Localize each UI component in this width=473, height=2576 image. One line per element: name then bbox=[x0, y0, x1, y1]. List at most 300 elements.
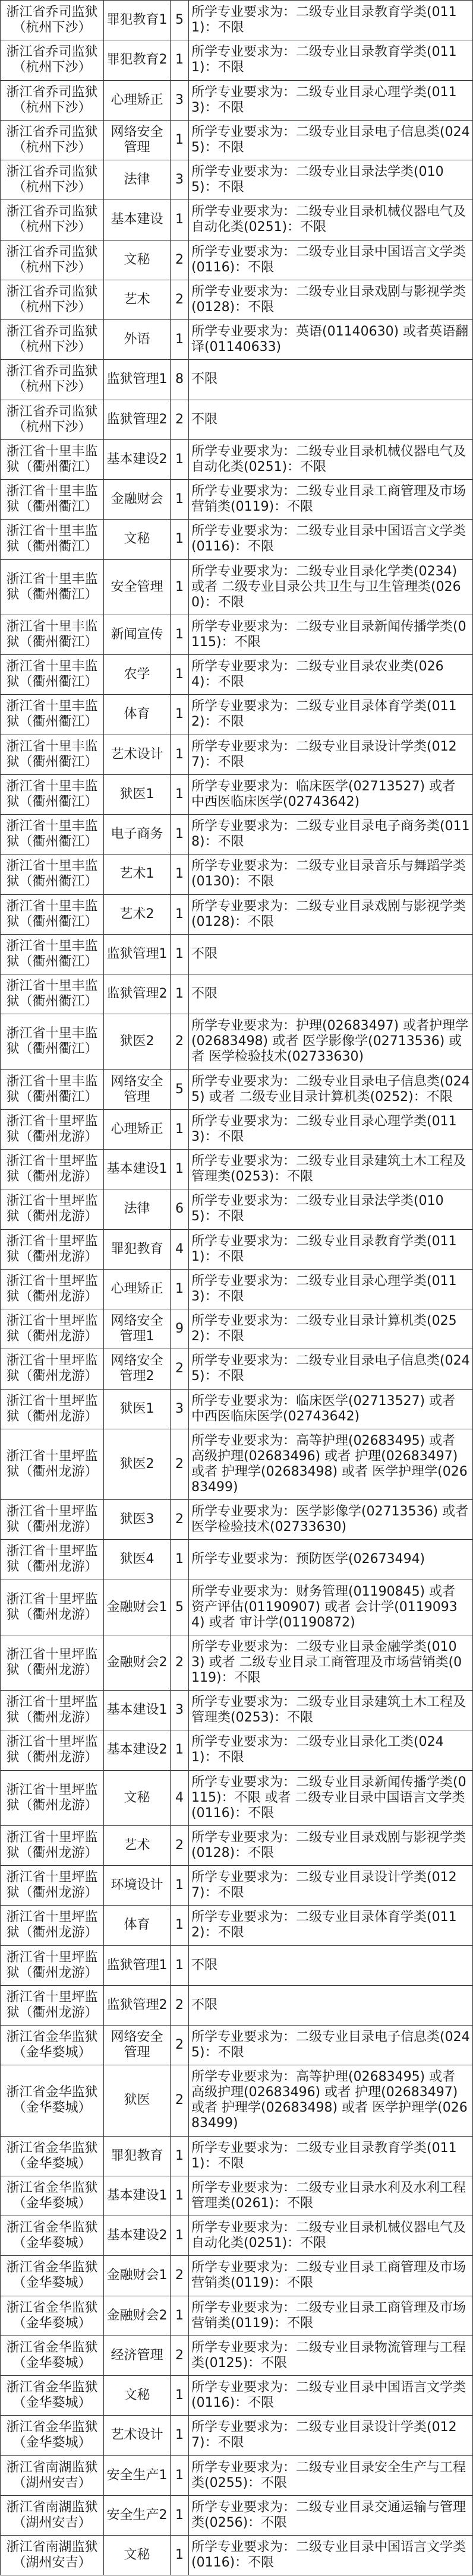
table-row bbox=[1, 1825, 473, 1865]
post-cell: 网络安全管理2 bbox=[104, 1349, 171, 1389]
count-cell: 4 bbox=[171, 1770, 189, 1825]
table-row bbox=[1, 1, 473, 40]
count-cell: 1 bbox=[171, 974, 189, 1014]
unit-cell: 浙江省十里丰监狱（衢州衢江） bbox=[1, 1069, 104, 1109]
unit-cell: 浙江省乔司监狱（杭州下沙） bbox=[1, 240, 104, 280]
count-cell: 1 bbox=[171, 615, 189, 654]
unit-cell: 浙江省十里坪监狱（衢州龙游） bbox=[1, 1429, 104, 1499]
count-cell: 2 bbox=[171, 1500, 189, 1540]
post-cell: 狱医3 bbox=[104, 1500, 171, 1540]
table-body bbox=[1, 1, 473, 2575]
requirement-cell: 不限 bbox=[189, 974, 473, 1014]
count-cell: 1 bbox=[171, 1269, 189, 1309]
table-row bbox=[1, 855, 473, 894]
requirement-cell: 所学专业要求为：二级专业目录心理学类(0113)：不限 bbox=[189, 1109, 473, 1149]
count-cell: 1 bbox=[171, 774, 189, 814]
post-cell: 网络安全管理 bbox=[104, 1069, 171, 1109]
table-row bbox=[1, 280, 473, 319]
post-cell: 安全管理 bbox=[104, 559, 171, 615]
unit-cell: 浙江省十里丰监狱（衢州衢江） bbox=[1, 695, 104, 735]
count-cell: 3 bbox=[171, 80, 189, 120]
post-cell: 监狱管理1 bbox=[104, 1945, 171, 1985]
table-row bbox=[1, 655, 473, 695]
count-cell: 1 bbox=[171, 1866, 189, 1906]
count-cell: 3 bbox=[171, 1389, 189, 1429]
requirement-cell: 所学专业要求为：二级专业目录设计学类(0127)：不限 bbox=[189, 2416, 473, 2455]
count-cell: 1 bbox=[171, 480, 189, 520]
table-row bbox=[1, 1429, 473, 1499]
count-cell: 2 bbox=[171, 1985, 189, 2025]
unit-cell: 浙江省金华监狱（金华婺城） bbox=[1, 2336, 104, 2375]
unit-cell: 浙江省金华监狱（金华婺城） bbox=[1, 2026, 104, 2065]
post-cell: 金融财会 bbox=[104, 480, 171, 520]
unit-cell: 浙江省十里坪监狱（衢州龙游） bbox=[1, 1580, 104, 1635]
requirement-cell: 所学专业要求为：二级专业目录化工类(0241)：不限 bbox=[189, 1730, 473, 1770]
unit-cell: 浙江省十里丰监狱（衢州衢江） bbox=[1, 559, 104, 615]
post-cell: 体育 bbox=[104, 695, 171, 735]
unit-cell: 浙江省十里坪监狱（衢州龙游） bbox=[1, 1691, 104, 1730]
unit-cell: 浙江省十里坪监狱（衢州龙游） bbox=[1, 1500, 104, 1540]
table-row bbox=[1, 1189, 473, 1229]
table-row bbox=[1, 1985, 473, 2025]
unit-cell: 浙江省乔司监狱（杭州下沙） bbox=[1, 1, 104, 40]
requirement-cell: 所学专业要求为：二级专业目录音乐与舞蹈学类(0130)：不限 bbox=[189, 855, 473, 894]
post-cell: 罪犯教育 bbox=[104, 2136, 171, 2176]
table-row bbox=[1, 2136, 473, 2176]
unit-cell: 浙江省金华监狱（金华婺城） bbox=[1, 2296, 104, 2336]
requirement-cell: 不限 bbox=[189, 400, 473, 439]
count-cell: 9 bbox=[171, 1309, 189, 1349]
count-cell: 1 bbox=[171, 1906, 189, 1945]
table-row bbox=[1, 1269, 473, 1309]
requirement-cell: 所学专业要求为：二级专业目录心理学类(0113)：不限 bbox=[189, 80, 473, 120]
count-cell: 2 bbox=[171, 2065, 189, 2136]
unit-cell: 浙江省十里丰监狱（衢州衢江） bbox=[1, 774, 104, 814]
unit-cell: 浙江省十里坪监狱（衢州龙游） bbox=[1, 1730, 104, 1770]
table-row bbox=[1, 480, 473, 520]
unit-cell: 浙江省十里丰监狱（衢州衢江） bbox=[1, 615, 104, 654]
count-cell: 2 bbox=[171, 1825, 189, 1865]
table-row bbox=[1, 2455, 473, 2495]
table-row bbox=[1, 934, 473, 974]
unit-cell: 浙江省十里丰监狱（衢州衢江） bbox=[1, 855, 104, 894]
unit-cell: 浙江省乔司监狱（杭州下沙） bbox=[1, 360, 104, 400]
unit-cell: 浙江省南湖监狱（湖州安吉） bbox=[1, 2455, 104, 2495]
post-cell: 监狱管理2 bbox=[104, 400, 171, 439]
post-cell: 心理矫正 bbox=[104, 80, 171, 120]
count-cell: 8 bbox=[171, 360, 189, 400]
unit-cell: 浙江省金华监狱（金华婺城） bbox=[1, 2136, 104, 2176]
requirement-cell: 所学专业要求为：高等护理(02683495) 或者 高级护理(02683496) 或者 护理(02683497) 或者 护理学(02683498) 或者 医学护理学(02683499) bbox=[189, 1429, 473, 1499]
post-cell: 罪犯教育2 bbox=[104, 40, 171, 80]
post-cell: 网络安全管理 bbox=[104, 120, 171, 160]
post-cell: 体育 bbox=[104, 1906, 171, 1945]
requirement-cell: 所学专业要求为：二级专业目录中国语言文学类(0116)：不限 bbox=[189, 520, 473, 559]
table-row bbox=[1, 1540, 473, 1580]
count-cell: 1 bbox=[171, 40, 189, 80]
post-cell: 监狱管理1 bbox=[104, 934, 171, 974]
count-cell: 3 bbox=[171, 160, 189, 200]
count-cell: 1 bbox=[171, 855, 189, 894]
requirement-cell: 所学专业要求为：二级专业目录电子信息类(0245)：不限 bbox=[189, 1349, 473, 1389]
post-cell: 狱医4 bbox=[104, 1540, 171, 1580]
count-cell: 1 bbox=[171, 1945, 189, 1985]
table-row bbox=[1, 1309, 473, 1349]
unit-cell: 浙江省乔司监狱（杭州下沙） bbox=[1, 400, 104, 439]
unit-cell: 浙江省十里坪监狱（衢州龙游） bbox=[1, 1825, 104, 1865]
table-row bbox=[1, 974, 473, 1014]
count-cell: 1 bbox=[171, 894, 189, 934]
table-row bbox=[1, 1945, 473, 1985]
requirement-cell: 所学专业要求为：二级专业目录工商管理及市场营销类(0119)：不限 bbox=[189, 2256, 473, 2296]
unit-cell: 浙江省乔司监狱（杭州下沙） bbox=[1, 320, 104, 360]
requirement-cell: 所学专业要求为：临床医学(02713527) 或者 中西医临床医学(02743642) bbox=[189, 1389, 473, 1429]
requirement-cell: 所学专业要求为：二级专业目录设计学类(0127)：不限 bbox=[189, 735, 473, 774]
post-cell: 金融财会2 bbox=[104, 2296, 171, 2336]
count-cell: 1 bbox=[171, 695, 189, 735]
count-cell: 3 bbox=[171, 1691, 189, 1730]
requirement-cell: 所学专业要求为：二级专业目录教育学类(0111)：不限 bbox=[189, 40, 473, 80]
table-row bbox=[1, 1691, 473, 1730]
count-cell: 1 bbox=[171, 735, 189, 774]
table-row bbox=[1, 40, 473, 80]
count-cell: 5 bbox=[171, 1069, 189, 1109]
count-cell: 2 bbox=[171, 1635, 189, 1690]
unit-cell: 浙江省金华监狱（金华婺城） bbox=[1, 2065, 104, 2136]
requirement-cell: 所学专业要求为：二级专业目录机械仪器电气及自动化类(0251)：不限 bbox=[189, 200, 473, 240]
unit-cell: 浙江省金华监狱（金华婺城） bbox=[1, 2256, 104, 2296]
table-row bbox=[1, 1580, 473, 1635]
requirement-cell: 所学专业要求为：医学影像学(02713536) 或者 医学检验技术(02733630) bbox=[189, 1500, 473, 1540]
requirement-cell: 不限 bbox=[189, 1945, 473, 1985]
requirement-cell: 所学专业要求为：护理(02683497) 或者护理学(02683498) 或者 医学影像学(02713536) 或者 医学检验技术(02733630) bbox=[189, 1014, 473, 1069]
requirement-cell: 所学专业要求为：二级专业目录物流管理与工程类(0125)：不限 bbox=[189, 2336, 473, 2375]
table-row bbox=[1, 559, 473, 615]
unit-cell: 浙江省十里坪监狱（衢州龙游） bbox=[1, 1985, 104, 2025]
count-cell: 1 bbox=[171, 815, 189, 855]
post-cell: 监狱管理1 bbox=[104, 360, 171, 400]
post-cell: 安全生产1 bbox=[104, 2455, 171, 2495]
table-row bbox=[1, 1866, 473, 1906]
post-cell: 法律 bbox=[104, 1189, 171, 1229]
requirement-cell: 所学专业要求为：二级专业目录体育学类(0112)：不限 bbox=[189, 1906, 473, 1945]
requirement-cell: 所学专业要求为：二级专业目录安全生产与工程类(0255)：不限 bbox=[189, 2455, 473, 2495]
table-row bbox=[1, 1770, 473, 1825]
unit-cell: 浙江省十里丰监狱（衢州衢江） bbox=[1, 735, 104, 774]
requirement-cell: 所学专业要求为：二级专业目录新闻传播学类(0115)：不限 bbox=[189, 615, 473, 654]
table-row bbox=[1, 735, 473, 774]
post-cell: 狱医 bbox=[104, 2065, 171, 2136]
table-row bbox=[1, 615, 473, 654]
requirement-cell: 所学专业要求为：二级专业目录中国语言文学类(0116)：不限 bbox=[189, 240, 473, 280]
table-row bbox=[1, 200, 473, 240]
requirement-cell: 所学专业要求为：二级专业目录交通运输与管理类(0256)：不限 bbox=[189, 2495, 473, 2535]
post-cell: 法律 bbox=[104, 160, 171, 200]
table-row bbox=[1, 2216, 473, 2256]
count-cell: 1 bbox=[171, 320, 189, 360]
unit-cell: 浙江省十里坪监狱（衢州龙游） bbox=[1, 1269, 104, 1309]
requirement-cell: 所学专业要求为：二级专业目录电子信息类(0245)：不限 bbox=[189, 2026, 473, 2065]
post-cell: 狱医2 bbox=[104, 1429, 171, 1499]
unit-cell: 浙江省南湖监狱（湖州安吉） bbox=[1, 2536, 104, 2575]
table-row bbox=[1, 1014, 473, 1069]
requirement-cell: 所学专业要求为：二级专业目录建筑土木工程及管理类(0253)：不限 bbox=[189, 1150, 473, 1189]
requirement-cell: 所学专业要求为：二级专业目录教育学类(0111)：不限 bbox=[189, 1, 473, 40]
table-row bbox=[1, 520, 473, 559]
post-cell: 外语 bbox=[104, 320, 171, 360]
post-cell: 文秘 bbox=[104, 1770, 171, 1825]
requirement-cell: 所学专业要求为：二级专业目录电子信息类(0245) 或者 二级专业目录计算机类(0252)：不限 bbox=[189, 1069, 473, 1109]
unit-cell: 浙江省乔司监狱（杭州下沙） bbox=[1, 120, 104, 160]
requirement-cell: 所学专业要求为：临床医学(02713527) 或者 中西医临床医学(02743642) bbox=[189, 774, 473, 814]
post-cell: 基本建设1 bbox=[104, 1150, 171, 1189]
count-cell: 1 bbox=[171, 200, 189, 240]
post-cell: 基本建设1 bbox=[104, 1691, 171, 1730]
table-row bbox=[1, 320, 473, 360]
post-cell: 监狱管理2 bbox=[104, 1985, 171, 2025]
requirement-cell: 所学专业要求为：二级专业目录体育学类(0112)：不限 bbox=[189, 695, 473, 735]
requirement-cell: 不限 bbox=[189, 360, 473, 400]
requirement-cell: 所学专业要求为：财务管理(01190845) 或者 资产评估(01190907) 或者 会计学(01190934) 或者 审计学(01190872) bbox=[189, 1580, 473, 1635]
table-row bbox=[1, 360, 473, 400]
requirement-cell: 所学专业要求为：二级专业目录金融学类(0103) 或者 二级专业目录工商管理及市场营销类(0119)：不限 bbox=[189, 1635, 473, 1690]
unit-cell: 浙江省金华监狱（金华婺城） bbox=[1, 2376, 104, 2416]
requirement-cell: 所学专业要求为：二级专业目录戏剧与影视学类(0128)：不限 bbox=[189, 1825, 473, 1865]
post-cell: 艺术 bbox=[104, 280, 171, 319]
count-cell: 1 bbox=[171, 2536, 189, 2575]
unit-cell: 浙江省十里丰监狱（衢州衢江） bbox=[1, 894, 104, 934]
requirement-cell: 所学专业要求为：二级专业目录心理学类(0113)：不限 bbox=[189, 1269, 473, 1309]
unit-cell: 浙江省十里坪监狱（衢州龙游） bbox=[1, 1866, 104, 1906]
post-cell: 艺术 bbox=[104, 1825, 171, 1865]
count-cell: 1 bbox=[171, 120, 189, 160]
requirement-cell: 不限 bbox=[189, 934, 473, 974]
table-row bbox=[1, 1730, 473, 1770]
unit-cell: 浙江省乔司监狱（杭州下沙） bbox=[1, 280, 104, 319]
requirement-cell: 所学专业要求为：高等护理(02683495) 或者 高级护理(02683496) 或者 护理(02683497) 或者 护理学(02683498) 或者 医学护理学(02683499) bbox=[189, 2065, 473, 2136]
post-cell: 电子商务 bbox=[104, 815, 171, 855]
table-row bbox=[1, 400, 473, 439]
count-cell: 2 bbox=[171, 1014, 189, 1069]
unit-cell: 浙江省十里丰监狱（衢州衢江） bbox=[1, 1014, 104, 1069]
requirement-cell: 所学专业要求为：二级专业目录新闻传播学类(0115)：不限 或者 二级专业目录中国语言文学类(0116)：不限 bbox=[189, 1770, 473, 1825]
count-cell: 1 bbox=[171, 1150, 189, 1189]
post-cell: 基本建设2 bbox=[104, 439, 171, 479]
requirement-cell: 所学专业要求为：二级专业目录工商管理及市场营销类(0119)：不限 bbox=[189, 480, 473, 520]
count-cell: 5 bbox=[171, 1, 189, 40]
post-cell: 农学 bbox=[104, 655, 171, 695]
requirement-cell: 所学专业要求为：二级专业目录水利及水利工程管理类(0261)：不限 bbox=[189, 2176, 473, 2216]
unit-cell: 浙江省十里坪监狱（衢州龙游） bbox=[1, 1349, 104, 1389]
table-row bbox=[1, 1069, 473, 1109]
post-cell: 艺术1 bbox=[104, 855, 171, 894]
unit-cell: 浙江省乔司监狱（杭州下沙） bbox=[1, 40, 104, 80]
unit-cell: 浙江省乔司监狱（杭州下沙） bbox=[1, 160, 104, 200]
count-cell: 1 bbox=[171, 934, 189, 974]
unit-cell: 浙江省乔司监狱（杭州下沙） bbox=[1, 200, 104, 240]
table-row bbox=[1, 1349, 473, 1389]
table-row bbox=[1, 160, 473, 200]
unit-cell: 浙江省金华监狱（金华婺城） bbox=[1, 2216, 104, 2256]
count-cell: 2 bbox=[171, 2026, 189, 2065]
post-cell: 狱医2 bbox=[104, 1014, 171, 1069]
table-row bbox=[1, 1389, 473, 1429]
post-cell: 新闻宣传 bbox=[104, 615, 171, 654]
table-row bbox=[1, 2495, 473, 2535]
requirement-cell: 所学专业要求为：二级专业目录中国语言文学类(0116)：不限 bbox=[189, 2536, 473, 2575]
requirement-cell: 所学专业要求为：二级专业目录农业类(0264)：不限 bbox=[189, 655, 473, 695]
post-cell: 基本建设2 bbox=[104, 2216, 171, 2256]
unit-cell: 浙江省十里丰监狱（衢州衢江） bbox=[1, 520, 104, 559]
count-cell: 5 bbox=[171, 1580, 189, 1635]
count-cell: 1 bbox=[171, 2136, 189, 2176]
requirement-cell: 所学专业要求为：二级专业目录计算机类(0252)：不限 bbox=[189, 1309, 473, 1349]
requirement-cell: 所学专业要求为：二级专业目录工商管理及市场营销类(0119)：不限 bbox=[189, 2296, 473, 2336]
table-row bbox=[1, 439, 473, 479]
unit-cell: 浙江省十里丰监狱（衢州衢江） bbox=[1, 655, 104, 695]
post-cell: 网络安全管理1 bbox=[104, 1309, 171, 1349]
post-cell: 经济管理 bbox=[104, 2336, 171, 2375]
table-row bbox=[1, 120, 473, 160]
count-cell: 6 bbox=[171, 1189, 189, 1229]
count-cell: 1 bbox=[171, 2376, 189, 2416]
table-row bbox=[1, 2336, 473, 2375]
requirement-cell: 所学专业要求为：二级专业目录教育学类(0111)：不限 bbox=[189, 1229, 473, 1269]
count-cell: 2 bbox=[171, 240, 189, 280]
table-row bbox=[1, 240, 473, 280]
requirement-cell: 所学专业要求为：二级专业目录戏剧与影视学类(0128)：不限 bbox=[189, 894, 473, 934]
post-cell: 艺术设计 bbox=[104, 735, 171, 774]
table-row bbox=[1, 2256, 473, 2296]
table-row bbox=[1, 695, 473, 735]
count-cell: 1 bbox=[171, 2416, 189, 2455]
requirement-cell: 所学专业要求为：英语(01140630) 或者英语翻译(01140633) bbox=[189, 320, 473, 360]
table-row bbox=[1, 815, 473, 855]
unit-cell: 浙江省南湖监狱（湖州安吉） bbox=[1, 2495, 104, 2535]
requirement-cell: 所学专业要求为：二级专业目录设计学类(0127)：不限 bbox=[189, 1866, 473, 1906]
unit-cell: 浙江省十里丰监狱（衢州衢江） bbox=[1, 974, 104, 1014]
count-cell: 1 bbox=[171, 439, 189, 479]
post-cell: 文秘 bbox=[104, 2536, 171, 2575]
post-cell: 金融财会1 bbox=[104, 2256, 171, 2296]
post-cell: 金融财会2 bbox=[104, 1635, 171, 1690]
post-cell: 罪犯教育 bbox=[104, 1229, 171, 1269]
unit-cell: 浙江省十里丰监狱（衢州衢江） bbox=[1, 480, 104, 520]
requirement-cell: 所学专业要求为：二级专业目录电子信息类(0245)：不限 bbox=[189, 120, 473, 160]
count-cell: 1 bbox=[171, 1730, 189, 1770]
requirement-cell: 所学专业要求为：二级专业目录戏剧与影视学类(0128)：不限 bbox=[189, 280, 473, 319]
requirement-cell: 所学专业要求为：二级专业目录化学类(0234) 或者 二级专业目录公共卫生与卫生管理类(0260)：不限 bbox=[189, 559, 473, 615]
count-cell: 1 bbox=[171, 2296, 189, 2336]
unit-cell: 浙江省十里坪监狱（衢州龙游） bbox=[1, 1770, 104, 1825]
count-cell: 2 bbox=[171, 280, 189, 319]
requirement-cell: 所学专业要求为：二级专业目录法学类(0105)：不限 bbox=[189, 1189, 473, 1229]
table-row bbox=[1, 1906, 473, 1945]
post-cell: 基本建设2 bbox=[104, 1730, 171, 1770]
table-row bbox=[1, 2176, 473, 2216]
post-cell: 基本建设1 bbox=[104, 2176, 171, 2216]
unit-cell: 浙江省金华监狱（金华婺城） bbox=[1, 2176, 104, 2216]
table-row bbox=[1, 1635, 473, 1690]
table-row bbox=[1, 1500, 473, 1540]
unit-cell: 浙江省十里坪监狱（衢州龙游） bbox=[1, 1540, 104, 1580]
count-cell: 2 bbox=[171, 2336, 189, 2375]
post-cell: 罪犯教育1 bbox=[104, 1, 171, 40]
count-cell: 4 bbox=[171, 1229, 189, 1269]
count-cell: 1 bbox=[171, 2455, 189, 2495]
requirement-cell: 所学专业要求为：预防医学(02673494) bbox=[189, 1540, 473, 1580]
count-cell: 1 bbox=[171, 2216, 189, 2256]
count-cell: 2 bbox=[171, 2256, 189, 2296]
unit-cell: 浙江省十里坪监狱（衢州龙游） bbox=[1, 1150, 104, 1189]
table-row bbox=[1, 2026, 473, 2065]
table-row bbox=[1, 774, 473, 814]
table-row bbox=[1, 2376, 473, 2416]
post-cell: 艺术2 bbox=[104, 894, 171, 934]
table-row bbox=[1, 2416, 473, 2455]
requirement-cell: 所学专业要求为：二级专业目录机械仪器电气及自动化类(0251)：不限 bbox=[189, 2216, 473, 2256]
post-cell: 狱医1 bbox=[104, 774, 171, 814]
unit-cell: 浙江省金华监狱（金华婺城） bbox=[1, 2416, 104, 2455]
post-cell: 艺术设计 bbox=[104, 2416, 171, 2455]
post-cell: 安全生产2 bbox=[104, 2495, 171, 2535]
unit-cell: 浙江省十里丰监狱（衢州衢江） bbox=[1, 815, 104, 855]
unit-cell: 浙江省十里坪监狱（衢州龙游） bbox=[1, 1229, 104, 1269]
post-cell: 环境设计 bbox=[104, 1866, 171, 1906]
unit-cell: 浙江省十里坪监狱（衢州龙游） bbox=[1, 1906, 104, 1945]
unit-cell: 浙江省十里坪监狱（衢州龙游） bbox=[1, 1945, 104, 1985]
requirement-cell: 所学专业要求为：二级专业目录机械仪器电气及自动化类(0251)：不限 bbox=[189, 439, 473, 479]
table-row bbox=[1, 894, 473, 934]
count-cell: 2 bbox=[171, 1429, 189, 1499]
count-cell: 1 bbox=[171, 1540, 189, 1580]
count-cell: 1 bbox=[171, 2176, 189, 2216]
unit-cell: 浙江省十里坪监狱（衢州龙游） bbox=[1, 1389, 104, 1429]
unit-cell: 浙江省十里坪监狱（衢州龙游） bbox=[1, 1189, 104, 1229]
table-row bbox=[1, 2296, 473, 2336]
count-cell: 1 bbox=[171, 559, 189, 615]
count-cell: 1 bbox=[171, 655, 189, 695]
table-row bbox=[1, 2536, 473, 2575]
post-cell: 狱医1 bbox=[104, 1389, 171, 1429]
unit-cell: 浙江省十里坪监狱（衢州龙游） bbox=[1, 1309, 104, 1349]
table-row bbox=[1, 2065, 473, 2136]
count-cell: 1 bbox=[171, 520, 189, 559]
table-row bbox=[1, 1229, 473, 1269]
table-row bbox=[1, 1150, 473, 1189]
requirement-cell: 所学专业要求为：二级专业目录教育学类(0111)：不限 bbox=[189, 2136, 473, 2176]
table-row bbox=[1, 1109, 473, 1149]
post-cell: 心理矫正 bbox=[104, 1109, 171, 1149]
unit-cell: 浙江省乔司监狱（杭州下沙） bbox=[1, 80, 104, 120]
post-cell: 文秘 bbox=[104, 2376, 171, 2416]
post-cell: 监狱管理2 bbox=[104, 974, 171, 1014]
unit-cell: 浙江省十里丰监狱（衢州衢江） bbox=[1, 934, 104, 974]
post-cell: 文秘 bbox=[104, 240, 171, 280]
count-cell: 1 bbox=[171, 2495, 189, 2535]
post-cell: 心理矫正 bbox=[104, 1269, 171, 1309]
table-row bbox=[1, 80, 473, 120]
requirement-cell: 所学专业要求为：二级专业目录电子商务类(0118)：不限 bbox=[189, 815, 473, 855]
unit-cell: 浙江省十里丰监狱（衢州衢江） bbox=[1, 439, 104, 479]
count-cell: 2 bbox=[171, 400, 189, 439]
requirement-cell: 所学专业要求为：二级专业目录法学类(0105)：不限 bbox=[189, 160, 473, 200]
unit-cell: 浙江省十里坪监狱（衢州龙游） bbox=[1, 1635, 104, 1690]
requirement-cell: 所学专业要求为：二级专业目录中国语言文学类(0116)：不限 bbox=[189, 2376, 473, 2416]
post-cell: 金融财会1 bbox=[104, 1580, 171, 1635]
post-cell: 基本建设 bbox=[104, 200, 171, 240]
requirement-cell: 不限 bbox=[189, 1985, 473, 2025]
